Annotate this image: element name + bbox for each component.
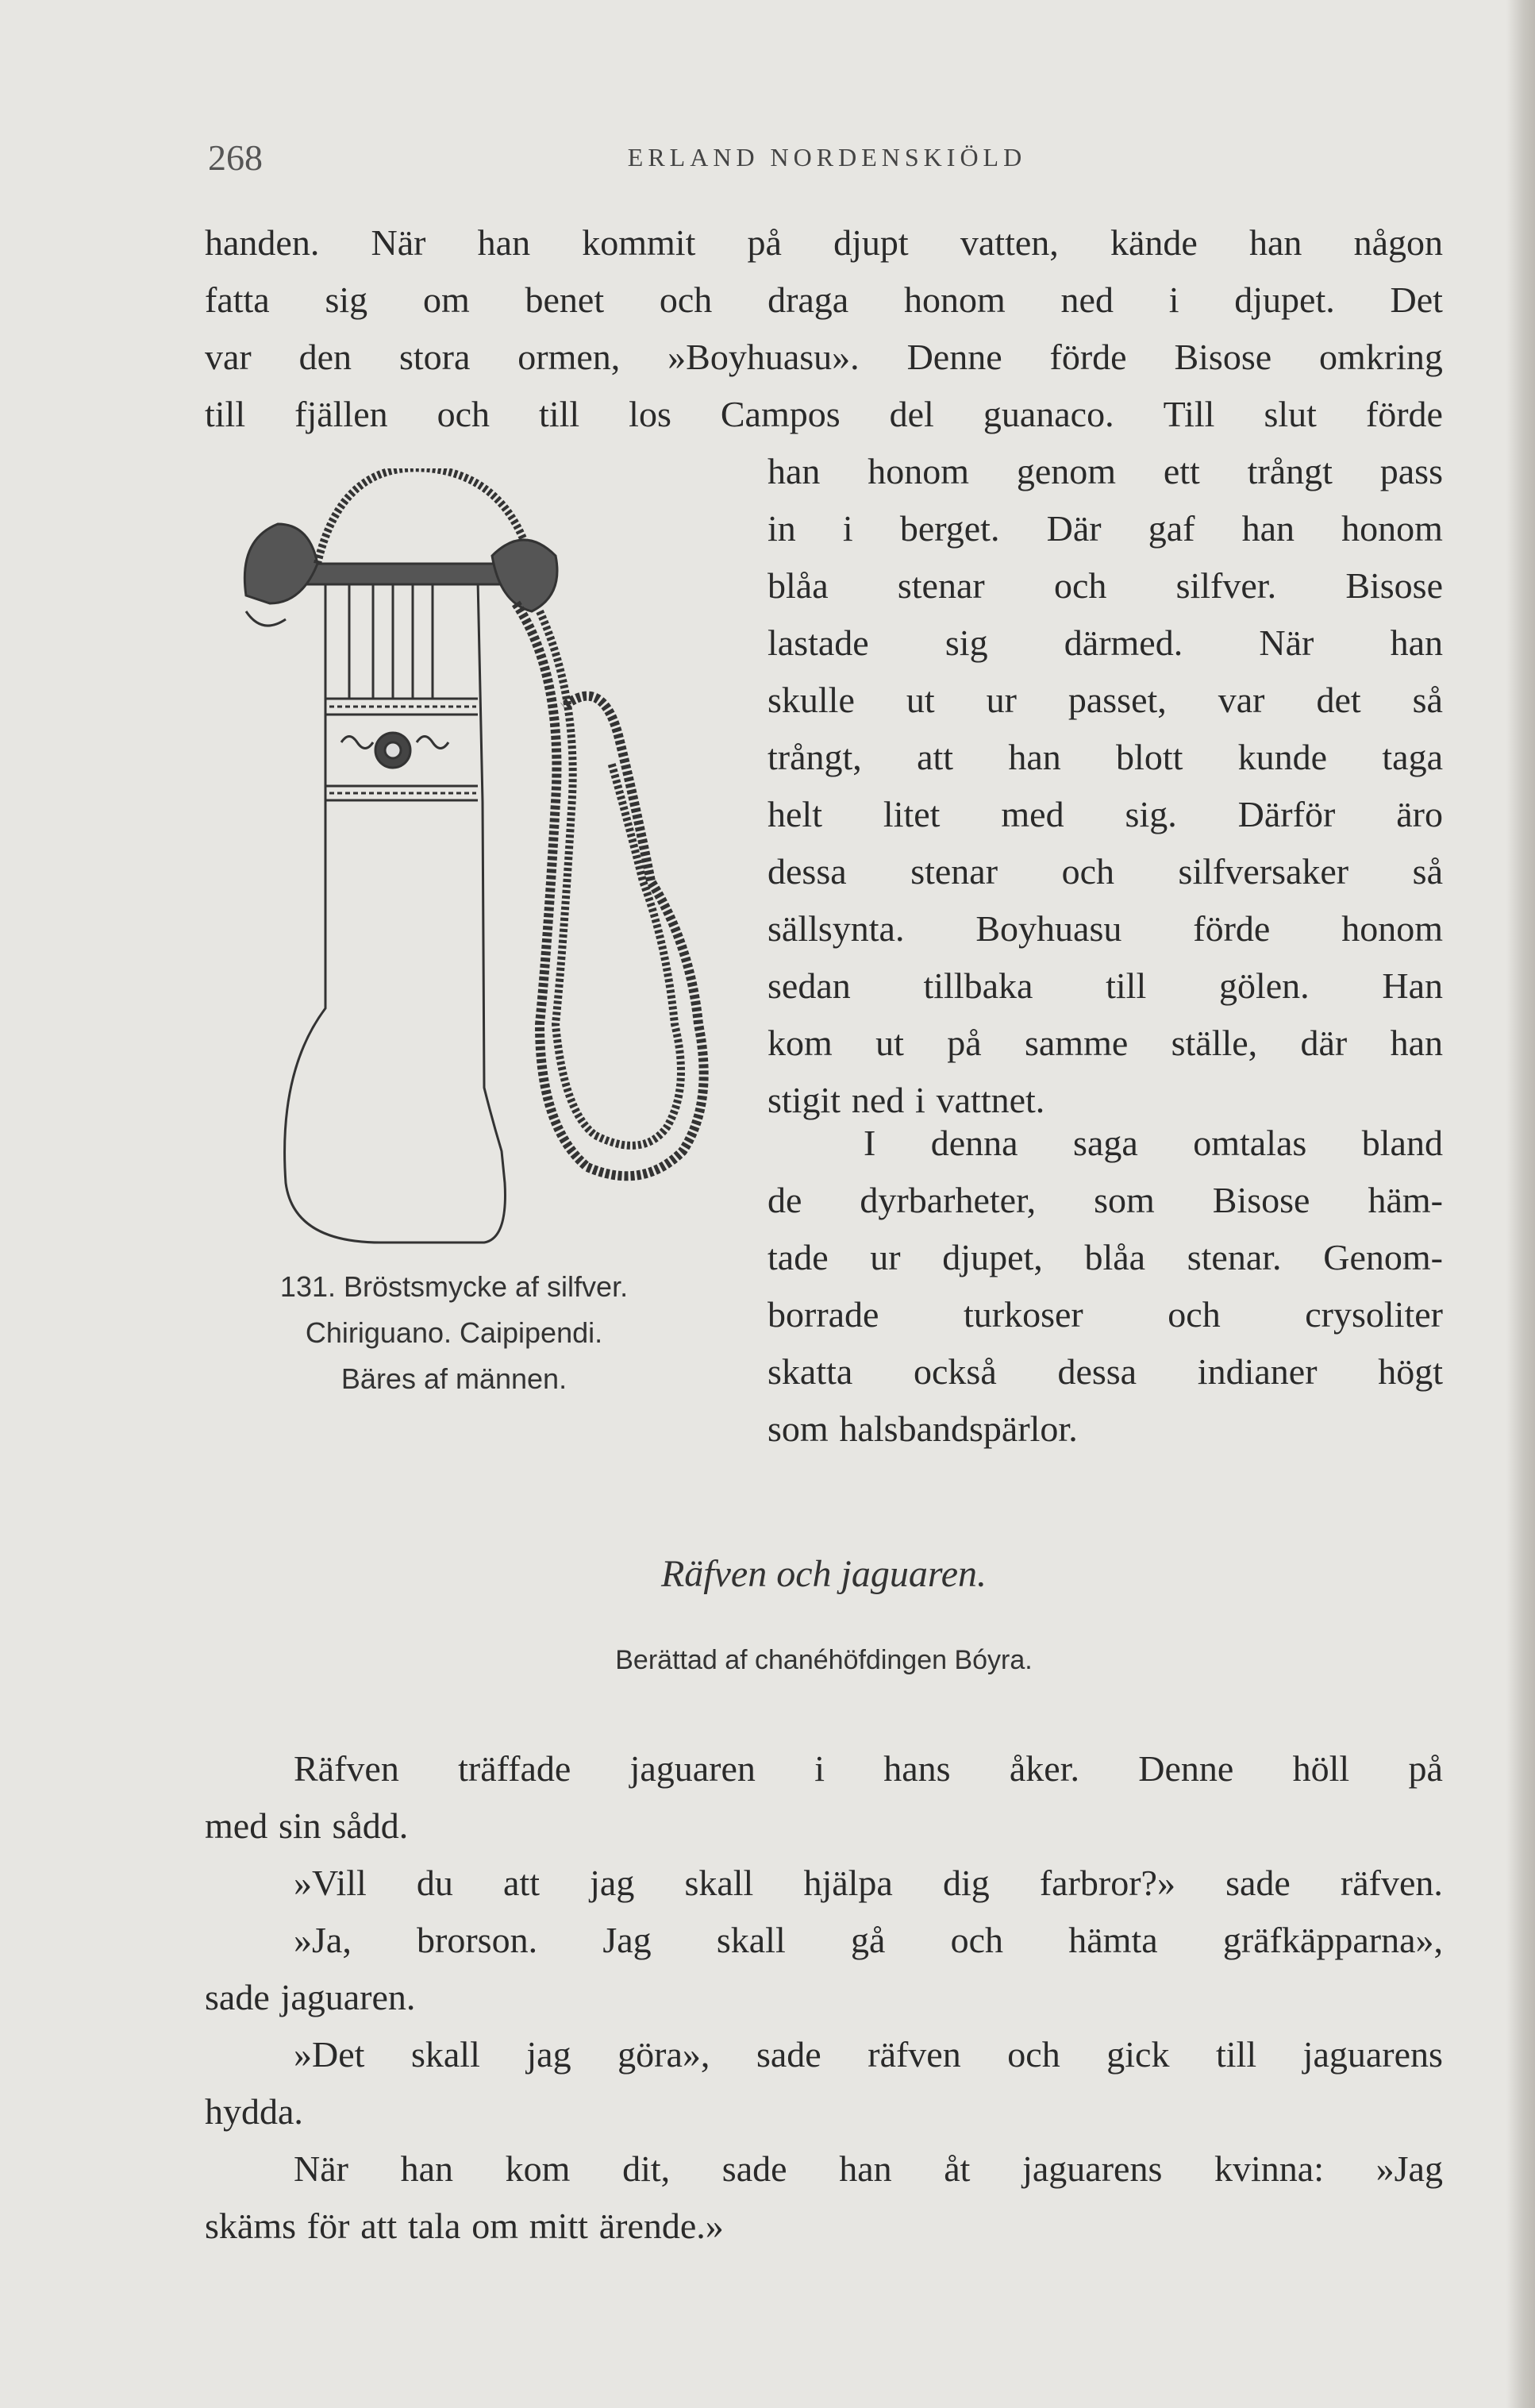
- figure-caption-line: Chiriguano. Caipipendi.: [305, 1316, 603, 1349]
- text-line: sade jaguaren.: [205, 1977, 416, 2017]
- section-subtitle: Berättad af chanéhöfdingen Bóyra.: [615, 1645, 1033, 1675]
- text-line: helt litet med sig. Därför äro: [768, 794, 1443, 834]
- page-header: [208, 137, 1446, 184]
- text-line: han honom genom ett trångt pass: [768, 451, 1443, 491]
- running-head: ERLAND NORDENSKIÖLD: [627, 143, 1027, 171]
- text-line: hydda.: [205, 2091, 303, 2132]
- figure-illustration: [222, 468, 730, 1254]
- text-line: trångt, att han blott kunde taga: [768, 737, 1443, 777]
- text-line: tade ur djupet, blåa stenar. Genom-: [768, 1237, 1443, 1277]
- text-line: »Det skall jag göra», sade räfven och gick till jaguarens: [294, 2034, 1443, 2075]
- text-line: till fjällen och till los Campos del guanaco. Till slut förde: [205, 394, 1443, 434]
- text-line: blåa stenar och silfver. Bisose: [768, 565, 1443, 606]
- figure-caption-line: 131. Bröstsmycke af silfver.: [279, 1270, 629, 1303]
- page-edge: [1506, 0, 1535, 2408]
- figure-caption-line: Bäres af männen.: [340, 1362, 567, 1395]
- text-line: skäms för att tala om mitt ärende.»: [205, 2206, 724, 2246]
- text-line: dessa stenar och silfversaker så: [768, 851, 1443, 892]
- text-line: När han kom dit, sade han åt jaguarens kvinna: »Jag: [294, 2148, 1443, 2189]
- text-line: Räfven träffade jaguaren i hans åker. Denne höll på: [294, 1748, 1443, 1789]
- text-line: handen. När han kommit på djupt vatten, kände han någon: [205, 222, 1443, 263]
- text-line: lastade sig därmed. När han: [768, 622, 1443, 663]
- page-number: 268: [208, 137, 263, 178]
- text-line: »Vill du att jag skall hjälpa dig farbror?» sade räfven.: [294, 1863, 1443, 1903]
- text-line: skulle ut ur passet, var det så: [768, 680, 1443, 720]
- text-line: I denna saga omtalas bland: [864, 1123, 1443, 1163]
- text-line: med sin sådd.: [205, 1805, 409, 1846]
- text-line: sedan tillbaka till gölen. Han: [768, 965, 1443, 1006]
- silver-breast-ornament-illustration: [222, 468, 730, 1254]
- text-line: de dyrbarheter, som Bisose häm-: [768, 1180, 1443, 1220]
- text-line: »Ja, brorson. Jag skall gå och hämta gräfkäpparna»,: [294, 1920, 1443, 1960]
- text-line: stigit ned i vattnet.: [768, 1080, 1045, 1120]
- text-line: sällsynta. Boyhuasu förde honom: [768, 908, 1443, 949]
- text-line: kom ut på samme ställe, där han: [768, 1023, 1443, 1063]
- text-line: borrade turkoser och crysoliter: [768, 1294, 1443, 1335]
- text-line: som halsbandspärlor.: [768, 1408, 1078, 1449]
- text-line: var den stora ormen, »Boyhuasu». Denne förde Bisose omkring: [205, 337, 1443, 377]
- text-line: in i berget. Där gaf han honom: [768, 508, 1443, 549]
- text-line: fatta sig om benet och draga honom ned i djupet. Det: [205, 279, 1443, 320]
- section-title: Räfven och jaguaren.: [660, 1553, 987, 1595]
- text-line: skatta också dessa indianer högt: [768, 1351, 1443, 1392]
